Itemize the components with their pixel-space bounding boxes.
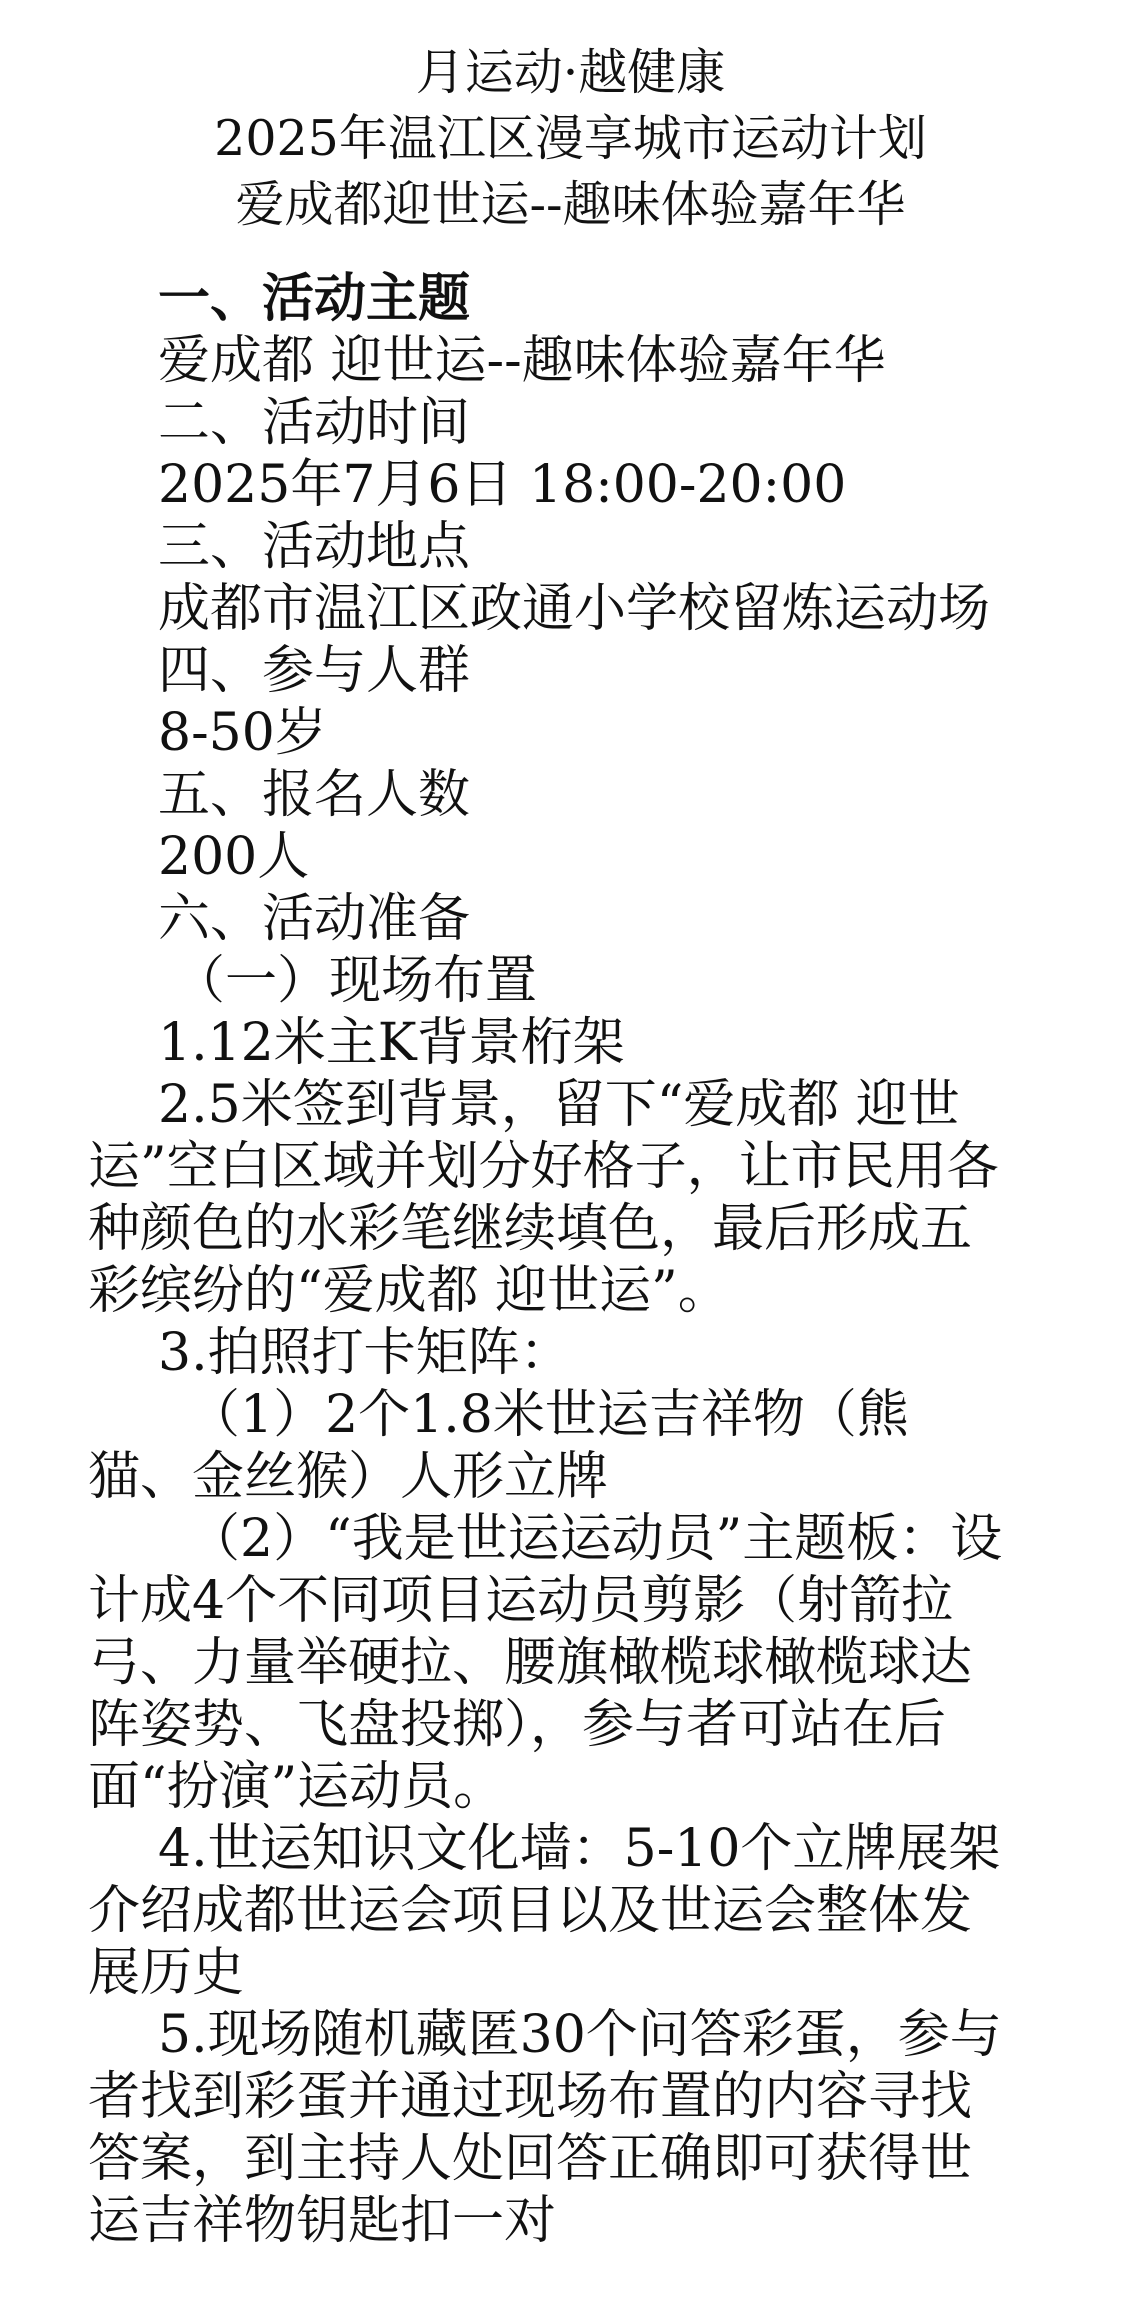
list-item-3: 3.拍照打卡矩阵： bbox=[158, 1323, 572, 1383]
section-value-time: 2025年7月6日 18:00-20:00 bbox=[158, 455, 847, 515]
section-heading-time: 二、活动时间 bbox=[158, 393, 471, 453]
section-heading-headcount: 五、报名人数 bbox=[158, 765, 471, 825]
list-item-5: 5.现场随机藏匿30个问答彩蛋，参与者找到彩蛋并通过现场布置的内容寻找答案，到主持人处回答正确即可获得世运吉祥物钥匙扣一对 bbox=[88, 2005, 1002, 2251]
list-item-4: 4.世运知识文化墙：5-10个立牌展架介绍成都世运会项目以及世运会整体发展历史 bbox=[88, 1819, 1001, 2003]
section-heading-participants: 四、参与人群 bbox=[158, 641, 471, 701]
section-heading-preparation: 六、活动准备 bbox=[158, 889, 471, 949]
list-item-2: 2.5米签到背景，留下“爱成都 迎世运”空白区域并划分好格子，让市民用各种颜色的水彩笔继续填色，最后形成五彩缤纷的“爱成都 迎世运”。 bbox=[88, 1075, 999, 1321]
document-body bbox=[88, 268, 1008, 2252]
section-value-headcount: 200人 bbox=[158, 827, 310, 887]
section-heading-location: 三、活动地点 bbox=[158, 517, 471, 577]
list-item-3-2: （2）“我是世运运动员”主题板：设计成4个不同项目运动员剪影（射箭拉弓、力量举硬拉、腰旗橄榄球橄榄球达阵姿势、飞盘投掷），参与者可站在后面“扮演”运动员。 bbox=[88, 1509, 1003, 1817]
subsection-heading-setup: （一）现场布置 bbox=[173, 951, 538, 1011]
title-line-1: 月运动·越健康 bbox=[415, 44, 726, 101]
title-line-3: 爱成都迎世运--趣味体验嘉年华 bbox=[235, 176, 906, 233]
document-title bbox=[0, 40, 1141, 238]
section-value-theme: 爱成都 迎世运--趣味体验嘉年华 bbox=[158, 331, 886, 391]
section-value-participants: 8-50岁 bbox=[158, 703, 327, 763]
title-line-2: 2025年温江区漫享城市运动计划 bbox=[214, 110, 927, 167]
list-item-1: 1.12米主K背景桁架 bbox=[158, 1013, 625, 1073]
section-heading-theme: 一、活动主题 bbox=[158, 268, 471, 329]
section-value-location: 成都市温江区政通小学校留炼运动场 bbox=[158, 579, 991, 639]
list-item-3-1: （1）2个1.8米世运吉祥物（熊猫、金丝猴）人形立牌 bbox=[88, 1385, 909, 1507]
